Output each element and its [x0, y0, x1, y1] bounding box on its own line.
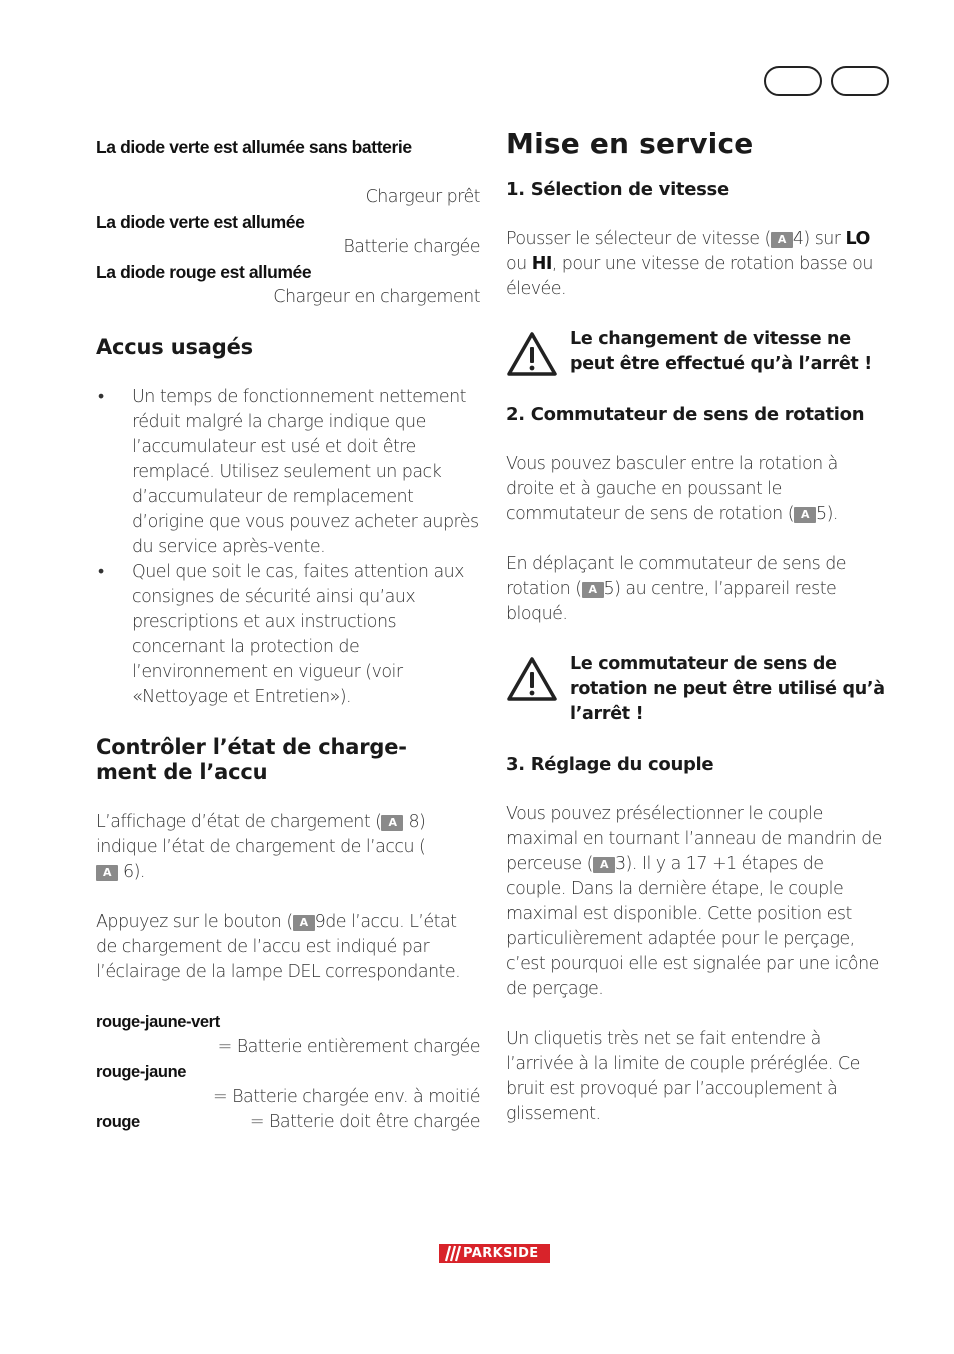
right-column — [506, 127, 886, 1127]
paragraph-torque: Vous pouvez présélectionner le couple maximal en tournant l’anneau de mandrin de perceuse ( A 3). Il y a 17 +1 étapes de couple. Dans la dernière étape, le couple maximal est disponible. Cette position est particulièrement adaptée pour le perçage, c’est pourquoi elle est signalée par une icône de perçage. — [506, 804, 882, 999]
status-label: La diode verte est allumée — [96, 212, 305, 232]
paragraph-direction-center: En déplaçant le commutateur de sens de rotation ( A 5) au centre, l’appareil reste bloqué. — [506, 554, 846, 624]
paragraph-clutch: Un cliquetis très net se fait entendre à l’arrivée à la limite de couple préréglée. Ce bruit est provoqué par l’accouplement à glissement. — [506, 1029, 860, 1124]
warning-text: Le changement de vitesse ne peut être effectué qu’à l’arrêt ! — [570, 329, 872, 374]
level-label: rouge-jaune — [96, 1063, 187, 1081]
list-item: • Quel que soit le cas, faites attention aux consignes de sécurité ainsi qu’aux prescriptions et aux instructions concernant la protection de l’environnement en vigueur (voir «Nettoyage et Entretien»). — [96, 560, 480, 710]
bullet-list — [96, 385, 480, 710]
warning-triangle-icon — [506, 656, 558, 702]
figure-ref-icon: A — [593, 857, 615, 873]
list-item: • Un temps de fonctionnement nettement réduit malgré la charge indique que l’accumulateur est usé et doit être remplacé. Utilisez seulement un pack d’accumulateur de remplacement d’origine que vous pouvez acheter auprès du service après-vente. — [96, 385, 480, 560]
section-title-used-batteries: Accus usagés — [96, 335, 253, 359]
warning-direction — [506, 652, 886, 727]
figure-ref-icon: A — [96, 865, 118, 881]
status-label: La diode rouge est allumée — [96, 262, 312, 282]
paragraph-direction: Vous pouvez basculer entre la rotation à droite et à gauche en poussant le commutateur de sens de rotation ( A 5). — [506, 454, 838, 524]
level-row — [96, 1110, 480, 1135]
status-label: La diode verte est allumée sans batterie — [96, 137, 412, 157]
status-value: Chargeur en chargement — [273, 287, 480, 307]
section-title-direction: 2. Commutateur de sens de rotation — [506, 404, 865, 425]
title-line: ment de l’accu — [96, 760, 268, 784]
figure-ref-icon: A — [293, 915, 315, 931]
title-line: Contrôler l’état de charge- — [96, 735, 407, 759]
level-value: = Batterie doit être chargée — [249, 1112, 480, 1132]
warning-speed — [506, 327, 886, 377]
language-badge-1 — [764, 66, 822, 96]
logo-text: PARKSIDE — [463, 1246, 539, 1261]
parkside-logo — [439, 1244, 550, 1263]
level-label: rouge-jaune-vert — [96, 1013, 220, 1031]
section-title-check-charge — [96, 735, 480, 785]
status-value: Batterie chargée — [343, 237, 480, 257]
logo-stripes-icon — [443, 1244, 463, 1263]
figure-ref-icon: A — [582, 582, 604, 598]
warning-triangle-icon — [506, 331, 558, 377]
figure-ref-icon: A — [794, 507, 816, 523]
language-badge-2 — [831, 66, 889, 96]
level-value: = Batterie chargée env. à moitié — [213, 1087, 480, 1107]
paragraph-press-button: Appuyez sur le bouton ( A 9de l’accu. L’état de chargement de l’accu est indiqué par l’éclairage de la lampe DEL correspondante. — [96, 912, 461, 982]
level-label: rouge — [96, 1113, 140, 1131]
page-title: Mise en service — [506, 127, 754, 160]
level-value: = Batterie entièrement chargée — [217, 1037, 480, 1057]
section-title-speed: 1. Sélection de vitesse — [506, 179, 729, 200]
warning-text: Le commutateur de sens de rotation ne peut être utilisé qu’à l’arrêt ! — [570, 654, 885, 724]
left-column — [96, 130, 480, 1135]
figure-ref-icon: A — [771, 232, 793, 248]
section-title-torque: 3. Réglage du couple — [506, 754, 714, 775]
paragraph-speed: Pousser le sélecteur de vitesse ( A 4) sur LO ou HI, pour une vitesse de rotation basse ou élevée. — [506, 229, 873, 299]
paragraph-charge-display: L’affichage d’état de chargement ( A 8) indique l’état de chargement de l’accu ( A 6). — [96, 812, 426, 882]
status-value: Chargeur prêt — [365, 187, 480, 207]
figure-ref-icon: A — [381, 815, 403, 831]
